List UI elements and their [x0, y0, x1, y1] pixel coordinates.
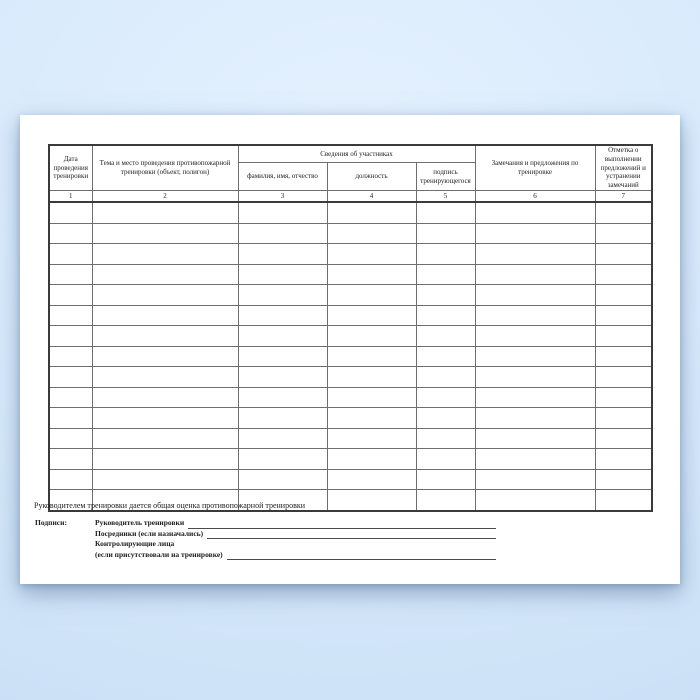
empty-cell	[238, 264, 327, 285]
empty-cell	[49, 469, 92, 490]
empty-cell	[595, 244, 652, 265]
empty-cell	[49, 449, 92, 470]
assessment-note: Руководителем тренировки дается общая оценка противопожарной тренировки	[34, 501, 306, 510]
empty-cell	[49, 285, 92, 306]
table-row	[49, 408, 652, 429]
empty-cell	[327, 490, 416, 511]
header-cell-position: должность	[327, 163, 416, 191]
empty-cell	[238, 244, 327, 265]
table-row	[49, 244, 652, 265]
table-row	[49, 285, 652, 306]
empty-cell	[92, 408, 238, 429]
empty-cell	[475, 469, 595, 490]
empty-cell	[92, 264, 238, 285]
empty-cell	[49, 202, 92, 223]
signature-line	[227, 550, 496, 560]
empty-cell	[327, 326, 416, 347]
empty-cell	[595, 469, 652, 490]
empty-cell	[238, 469, 327, 490]
signature-label: Руководитель тренировки	[95, 518, 185, 527]
empty-cell	[327, 285, 416, 306]
empty-cell	[49, 367, 92, 388]
empty-cell	[92, 326, 238, 347]
empty-cell	[92, 449, 238, 470]
empty-cell	[49, 223, 92, 244]
header-cell-date: Дата проведения тренировки	[49, 145, 92, 191]
empty-cell	[49, 244, 92, 265]
empty-cell	[416, 408, 475, 429]
table-row	[49, 264, 652, 285]
empty-cell	[416, 244, 475, 265]
empty-cell	[416, 469, 475, 490]
empty-cell	[238, 408, 327, 429]
empty-cell	[595, 305, 652, 326]
empty-cell	[416, 202, 475, 223]
empty-cell	[595, 346, 652, 367]
table-row	[49, 387, 652, 408]
empty-cell	[595, 326, 652, 347]
empty-cell	[475, 428, 595, 449]
empty-cell	[595, 223, 652, 244]
empty-cell	[327, 449, 416, 470]
empty-cell	[475, 408, 595, 429]
empty-cell	[327, 305, 416, 326]
fire-drill-log-table	[48, 144, 653, 512]
empty-cell	[595, 264, 652, 285]
empty-cell	[416, 346, 475, 367]
empty-cell	[327, 244, 416, 265]
signature-line	[207, 529, 496, 539]
table-row	[49, 346, 652, 367]
table-body	[49, 202, 652, 511]
empty-cell	[92, 285, 238, 306]
header-cell-remarks: Замечания и предложения по тренировке	[475, 145, 595, 191]
empty-cell	[49, 346, 92, 367]
empty-cell	[475, 449, 595, 470]
table-row	[49, 223, 652, 244]
empty-cell	[92, 223, 238, 244]
empty-cell	[416, 264, 475, 285]
signature-label: (если присутствовали на тренировке)	[95, 549, 223, 559]
empty-cell	[92, 346, 238, 367]
empty-cell	[49, 387, 92, 408]
empty-cell	[327, 223, 416, 244]
column-number-cell: 3	[238, 191, 327, 203]
signature-row	[95, 539, 496, 550]
empty-cell	[595, 449, 652, 470]
document-sheet	[20, 115, 680, 584]
table-row	[49, 305, 652, 326]
empty-cell	[238, 326, 327, 347]
empty-cell	[92, 387, 238, 408]
empty-cell	[416, 223, 475, 244]
empty-cell	[416, 387, 475, 408]
empty-cell	[49, 264, 92, 285]
empty-cell	[475, 202, 595, 223]
empty-cell	[92, 428, 238, 449]
column-number-cell: 4	[327, 191, 416, 203]
signature-label: Посредники (если назначались)	[95, 528, 204, 538]
empty-cell	[595, 202, 652, 223]
empty-cell	[238, 387, 327, 408]
empty-cell	[595, 428, 652, 449]
signature-row	[95, 518, 496, 529]
empty-cell	[595, 367, 652, 388]
empty-cell	[327, 387, 416, 408]
empty-cell	[327, 264, 416, 285]
empty-cell	[416, 449, 475, 470]
empty-cell	[238, 305, 327, 326]
empty-cell	[475, 387, 595, 408]
empty-cell	[238, 367, 327, 388]
signature-row	[95, 550, 496, 561]
empty-cell	[49, 408, 92, 429]
column-number-row	[49, 191, 652, 203]
empty-cell	[92, 202, 238, 223]
empty-cell	[475, 346, 595, 367]
empty-cell	[475, 244, 595, 265]
header-cell-name: фамилия, имя, отчество	[238, 163, 327, 191]
signatures-caption: Подписи:	[35, 518, 67, 527]
empty-cell	[327, 202, 416, 223]
empty-cell	[238, 202, 327, 223]
empty-cell	[595, 387, 652, 408]
empty-cell	[327, 367, 416, 388]
empty-cell	[416, 326, 475, 347]
signature-line	[188, 519, 496, 529]
signature-row	[95, 529, 496, 540]
empty-cell	[49, 428, 92, 449]
column-number-cell: 7	[595, 191, 652, 203]
empty-cell	[238, 285, 327, 306]
table-row	[49, 469, 652, 490]
empty-cell	[238, 449, 327, 470]
signature-label: Контролирующие лица	[95, 539, 175, 548]
table-row	[49, 202, 652, 223]
empty-cell	[475, 490, 595, 511]
empty-cell	[92, 367, 238, 388]
empty-cell	[475, 223, 595, 244]
empty-cell	[327, 408, 416, 429]
empty-cell	[595, 285, 652, 306]
empty-cell	[475, 285, 595, 306]
empty-cell	[327, 346, 416, 367]
empty-cell	[416, 305, 475, 326]
table-row	[49, 367, 652, 388]
table-row	[49, 428, 652, 449]
header-cell-topic: Тема и место проведения противопожарной тренировки (объект, полигон)	[92, 145, 238, 191]
empty-cell	[238, 346, 327, 367]
empty-cell	[475, 367, 595, 388]
column-number-cell: 6	[475, 191, 595, 203]
empty-cell	[475, 264, 595, 285]
empty-cell	[92, 244, 238, 265]
empty-cell	[327, 428, 416, 449]
empty-cell	[238, 223, 327, 244]
empty-cell	[595, 408, 652, 429]
header-group-participants: Сведения об участниках	[238, 145, 475, 163]
header-cell-completion-mark: Отметка о выполнении предложений и устранении замечаний	[595, 145, 652, 191]
empty-cell	[416, 367, 475, 388]
table-header	[49, 145, 652, 202]
empty-cell	[475, 305, 595, 326]
table-row	[49, 326, 652, 347]
empty-cell	[49, 305, 92, 326]
signatures-block	[35, 518, 496, 560]
empty-cell	[238, 428, 327, 449]
empty-cell	[49, 326, 92, 347]
empty-cell	[475, 326, 595, 347]
column-number-cell: 2	[92, 191, 238, 203]
signature-rows	[95, 518, 496, 560]
header-cell-signature: подпись тренирующегося	[416, 163, 475, 191]
empty-cell	[416, 428, 475, 449]
empty-cell	[595, 490, 652, 511]
table-row	[49, 449, 652, 470]
empty-cell	[416, 285, 475, 306]
empty-cell	[92, 305, 238, 326]
empty-cell	[92, 469, 238, 490]
column-number-cell: 5	[416, 191, 475, 203]
empty-cell	[327, 469, 416, 490]
column-number-cell: 1	[49, 191, 92, 203]
empty-cell	[416, 490, 475, 511]
